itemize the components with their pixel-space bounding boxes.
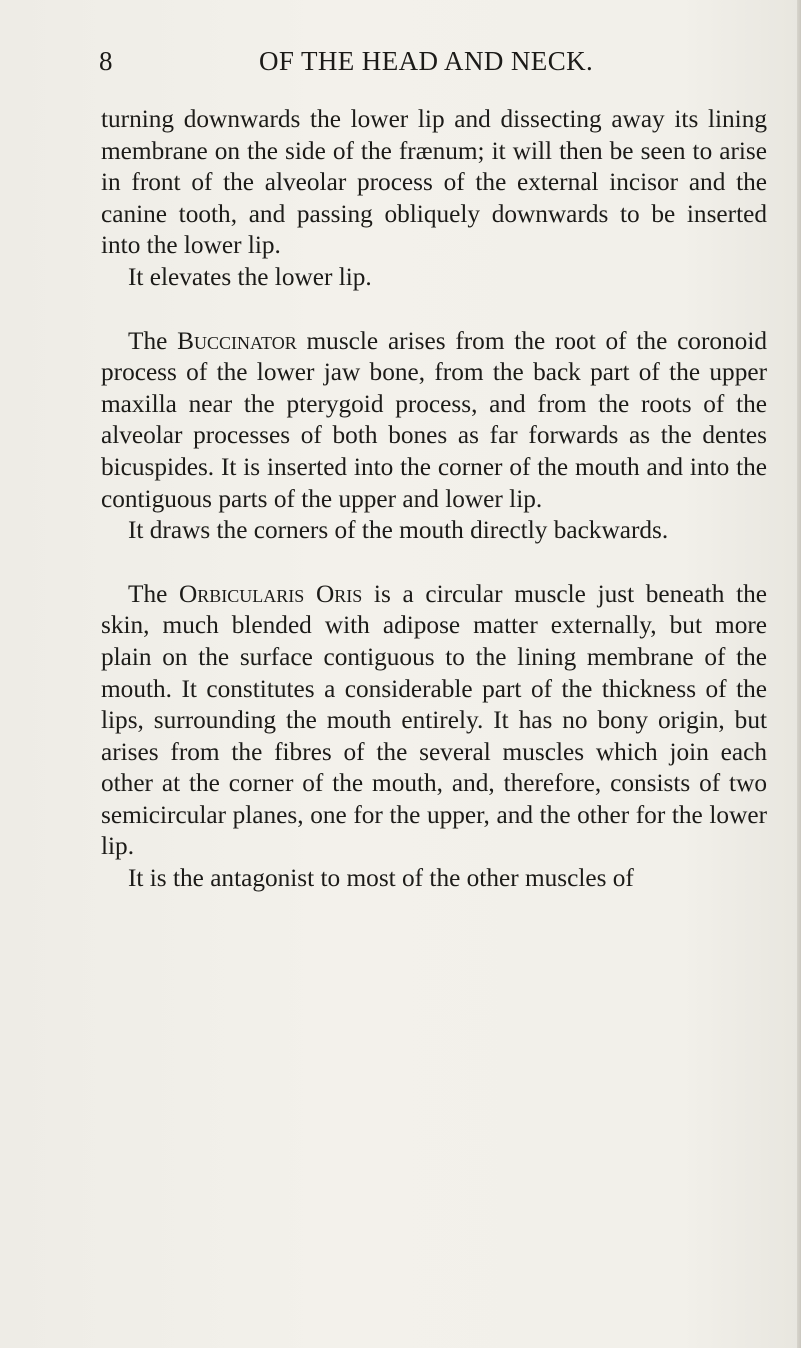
paragraph-gap [101,294,767,326]
body-text [101,104,767,895]
muscle-name-buccinator: Buccinator [177,326,297,355]
paragraph-buccinator-action: It draws the corners of the mouth directly backwards. [128,516,669,545]
muscle-name-orbicularis-oris: Orbicularis Oris [179,579,363,608]
paragraph-levator-continued: turning downwards the lower lip and dissecting away its lining membrane on the side of the frænum; it will then be seen to arise in front of the alveolar process of the external incisor and the canine tooth, and passing obliquely downwards to be inserted into the lower lip. [101,105,767,260]
page-number: 8 [99,46,113,76]
paragraph-buccinator [101,326,767,516]
running-head [99,46,719,82]
page-edge [797,0,801,1348]
paragraph-orbicularis [101,579,767,863]
paragraph-orbicularis-action: It is the antagonist to most of the other muscles of [128,864,634,893]
running-head-title: OF THE HEAD AND NECK. [259,46,594,76]
paragraph-body: muscle arises from the root of the coronoid process of the lower jaw bone, from the back part of the upper maxilla near the pterygoid process, and from the roots of the alveolar processes of both bones as far forwards as the dentes bicuspides. It is inserted into the corner of the mouth and into the contiguous parts of the upper and lower lip. [101,326,768,513]
paragraph-levator-action: It elevates the lower lip. [128,262,372,291]
paragraph-gap [101,547,767,579]
paragraph-lead: The [128,326,168,355]
paragraph-lead: The [128,579,168,608]
paragraph-body: is a circular muscle just beneath the skin, much blended with adipose matter externally, but more plain on the surface contiguous to the lining membrane of the mouth. It constitutes a considerable part of the thickness of the lips, surrounding the mouth entirely. It has no bony origin, but arises from the fibres of the several muscles which join each other at the corner of the mouth, and, therefore, consists of two semicircular planes, one for the upper, and the other for the lower lip. [101,579,768,861]
